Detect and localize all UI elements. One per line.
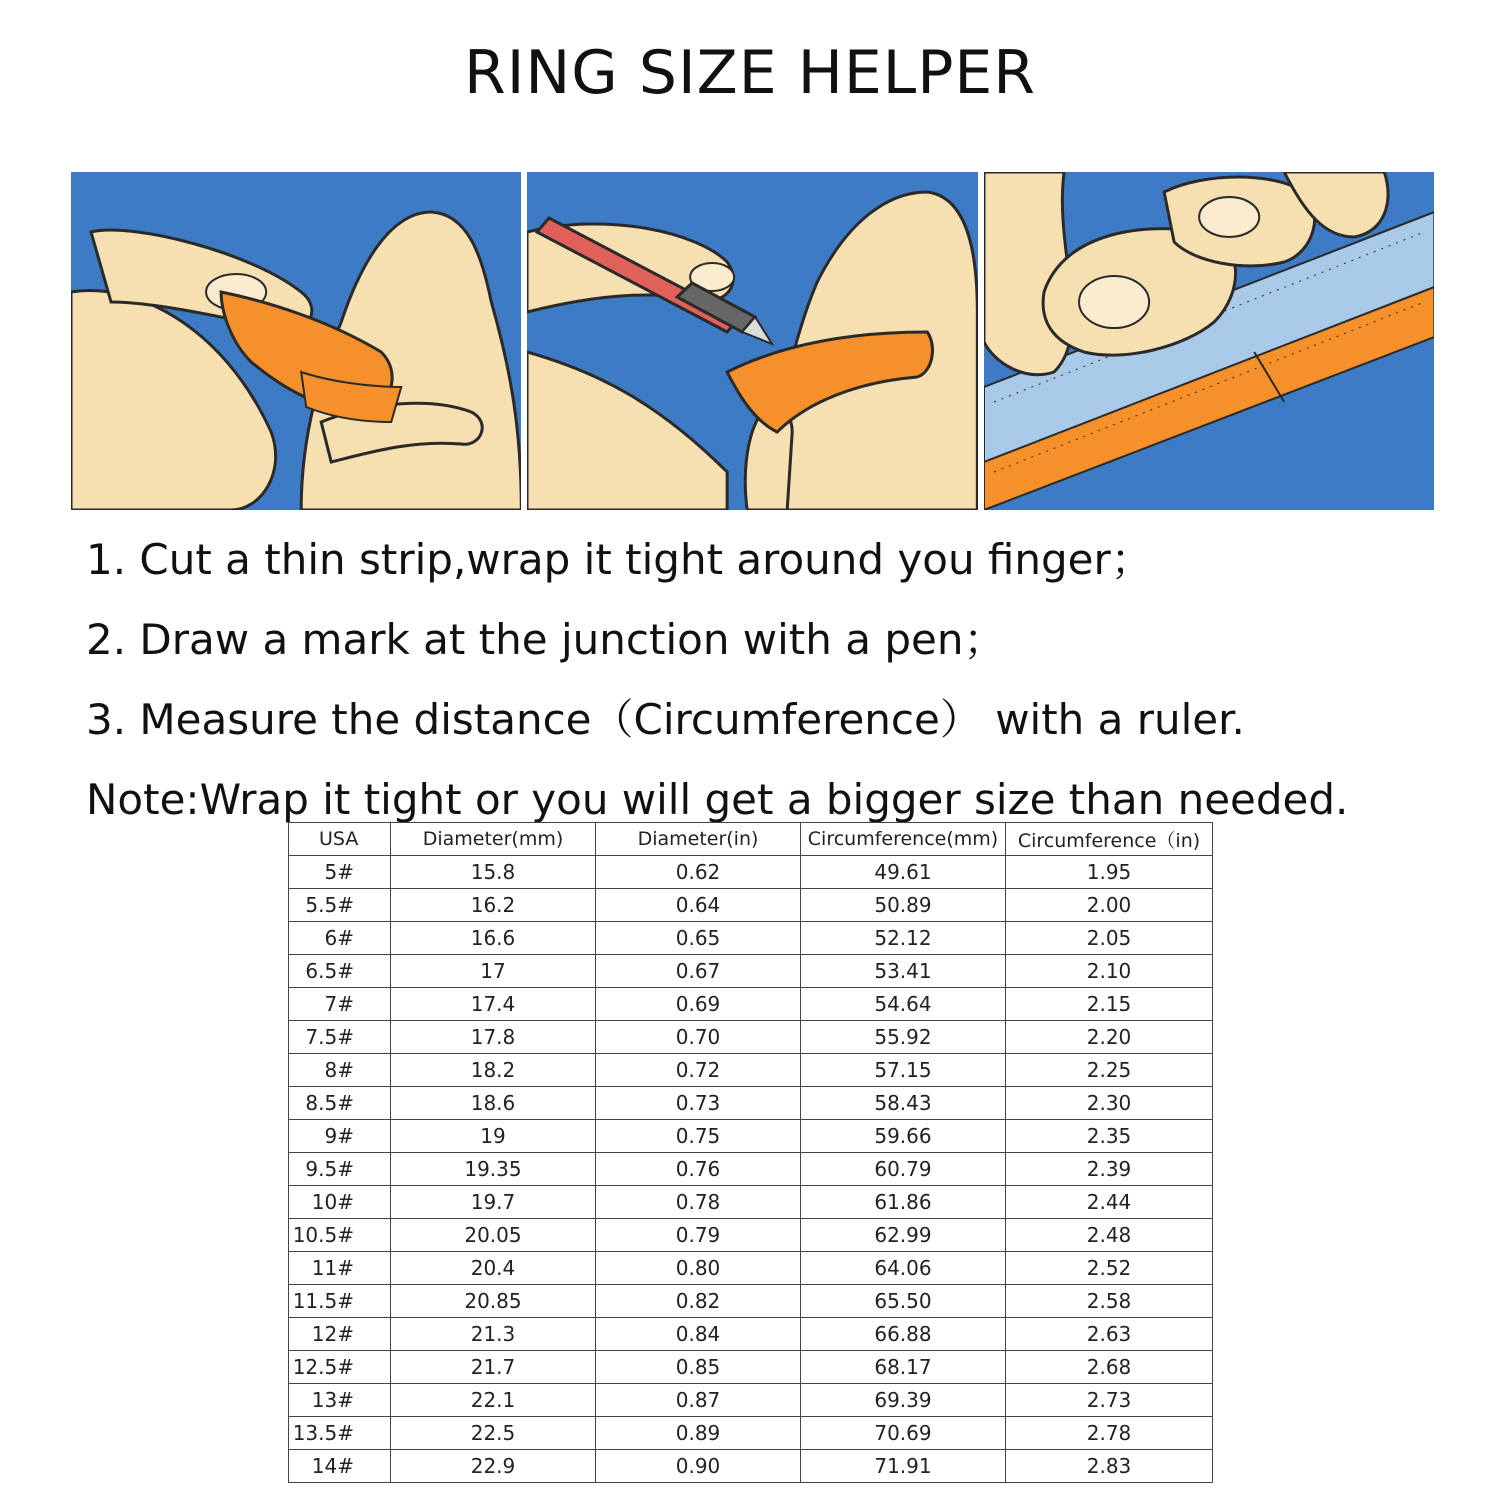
table-row: [289, 1021, 1213, 1054]
header-usa: USA: [289, 823, 391, 856]
cell-diameter-mm: 20.85: [391, 1285, 596, 1318]
header-circumference-mm: Circumference(mm): [801, 823, 1006, 856]
cell-diameter-in: 0.80: [596, 1252, 801, 1285]
cell-diameter-in: 0.78: [596, 1186, 801, 1219]
cell-diameter-mm: 20.4: [391, 1252, 596, 1285]
table-row: [289, 1384, 1213, 1417]
table-row: [289, 1186, 1213, 1219]
table-row: [289, 1450, 1213, 1483]
table-row: [289, 1285, 1213, 1318]
cell-usa: 7.5#: [289, 1021, 391, 1054]
cell-usa: 13.5#: [289, 1417, 391, 1450]
cell-diameter-in: 0.73: [596, 1087, 801, 1120]
step-1-text: 1. Cut a thin strip,wrap it tight around you finger；: [86, 535, 1153, 584]
cell-diameter-mm: 17.8: [391, 1021, 596, 1054]
cell-circumference-in: 2.58: [1006, 1285, 1213, 1318]
cell-diameter-mm: 17.4: [391, 988, 596, 1021]
cell-circumference-mm: 66.88: [801, 1318, 1006, 1351]
cell-diameter-mm: 19.7: [391, 1186, 596, 1219]
cell-circumference-in: 2.73: [1006, 1384, 1213, 1417]
cell-diameter-in: 0.64: [596, 889, 801, 922]
cell-circumference-mm: 59.66: [801, 1120, 1006, 1153]
table-row: [289, 1219, 1213, 1252]
cell-circumference-mm: 62.99: [801, 1219, 1006, 1252]
cell-diameter-in: 0.89: [596, 1417, 801, 1450]
table-row: [289, 856, 1213, 889]
cell-diameter-mm: 18.6: [391, 1087, 596, 1120]
cell-diameter-in: 0.82: [596, 1285, 801, 1318]
cell-diameter-mm: 17: [391, 955, 596, 988]
cell-diameter-mm: 22.5: [391, 1417, 596, 1450]
cell-circumference-mm: 54.64: [801, 988, 1006, 1021]
cell-circumference-mm: 65.50: [801, 1285, 1006, 1318]
table-row: [289, 1318, 1213, 1351]
cell-usa: 9.5#: [289, 1153, 391, 1186]
cell-diameter-in: 0.87: [596, 1384, 801, 1417]
header-circumference-in: Circumference（in): [1006, 823, 1213, 856]
cell-circumference-in: 2.63: [1006, 1318, 1213, 1351]
cell-circumference-in: 2.15: [1006, 988, 1213, 1021]
cell-diameter-mm: 16.6: [391, 922, 596, 955]
cell-usa: 10.5#: [289, 1219, 391, 1252]
cell-diameter-in: 0.79: [596, 1219, 801, 1252]
cell-diameter-mm: 19.35: [391, 1153, 596, 1186]
table-row: [289, 955, 1213, 988]
cell-usa: 8#: [289, 1054, 391, 1087]
table-body: [289, 856, 1213, 1483]
cell-usa: 8.5#: [289, 1087, 391, 1120]
cell-circumference-in: 2.25: [1006, 1054, 1213, 1087]
step1-illustration: [71, 172, 521, 510]
cell-circumference-in: 2.30: [1006, 1087, 1213, 1120]
cell-usa: 14#: [289, 1450, 391, 1483]
ring-size-table-container: [288, 822, 1212, 1483]
cell-diameter-in: 0.85: [596, 1351, 801, 1384]
cell-diameter-mm: 20.05: [391, 1219, 596, 1252]
table-row: [289, 1417, 1213, 1450]
cell-circumference-in: 2.48: [1006, 1219, 1213, 1252]
cell-diameter-mm: 21.3: [391, 1318, 596, 1351]
hand-marking-strip-icon: [527, 172, 977, 510]
table-header-row: [289, 823, 1213, 856]
cell-circumference-in: 2.05: [1006, 922, 1213, 955]
cell-circumference-mm: 68.17: [801, 1351, 1006, 1384]
cell-usa: 6#: [289, 922, 391, 955]
cell-circumference-mm: 49.61: [801, 856, 1006, 889]
table-row: [289, 1054, 1213, 1087]
step2-illustration: [527, 172, 977, 510]
cell-diameter-in: 0.62: [596, 856, 801, 889]
cell-circumference-mm: 55.92: [801, 1021, 1006, 1054]
cell-diameter-mm: 19: [391, 1120, 596, 1153]
table-row: [289, 922, 1213, 955]
cell-circumference-mm: 53.41: [801, 955, 1006, 988]
cell-usa: 5.5#: [289, 889, 391, 922]
header-diameter-mm: Diameter(mm): [391, 823, 596, 856]
instructions: [86, 520, 1466, 840]
cell-circumference-mm: 52.12: [801, 922, 1006, 955]
table-row: [289, 889, 1213, 922]
step-2-text: 2. Draw a mark at the junction with a pen；: [86, 615, 1006, 664]
cell-circumference-mm: 57.15: [801, 1054, 1006, 1087]
table-row: [289, 1351, 1213, 1384]
table-row: [289, 1120, 1213, 1153]
table-row: [289, 1087, 1213, 1120]
note-text: Note:Wrap it tight or you will get a bigger size than needed.: [86, 775, 1349, 824]
cell-circumference-in: 2.83: [1006, 1450, 1213, 1483]
cell-diameter-mm: 22.9: [391, 1450, 596, 1483]
illustration-strip: [71, 172, 1434, 510]
cell-diameter-in: 0.76: [596, 1153, 801, 1186]
cell-usa: 6.5#: [289, 955, 391, 988]
cell-usa: 11.5#: [289, 1285, 391, 1318]
cell-circumference-mm: 70.69: [801, 1417, 1006, 1450]
cell-circumference-mm: 50.89: [801, 889, 1006, 922]
cell-usa: 10#: [289, 1186, 391, 1219]
cell-diameter-in: 0.69: [596, 988, 801, 1021]
step3-illustration: [984, 172, 1434, 510]
cell-circumference-mm: 71.91: [801, 1450, 1006, 1483]
header-diameter-in: Diameter(in): [596, 823, 801, 856]
cell-usa: 13#: [289, 1384, 391, 1417]
cell-usa: 12.5#: [289, 1351, 391, 1384]
table-row: [289, 988, 1213, 1021]
cell-circumference-in: 2.20: [1006, 1021, 1213, 1054]
cell-circumference-in: 2.35: [1006, 1120, 1213, 1153]
cell-circumference-in: 2.39: [1006, 1153, 1213, 1186]
table-row: [289, 1252, 1213, 1285]
cell-diameter-in: 0.67: [596, 955, 801, 988]
cell-usa: 5#: [289, 856, 391, 889]
cell-circumference-in: 2.10: [1006, 955, 1213, 988]
cell-diameter-mm: 21.7: [391, 1351, 596, 1384]
cell-circumference-mm: 64.06: [801, 1252, 1006, 1285]
cell-circumference-in: 2.68: [1006, 1351, 1213, 1384]
cell-usa: 9#: [289, 1120, 391, 1153]
cell-diameter-mm: 15.8: [391, 856, 596, 889]
cell-diameter-in: 0.75: [596, 1120, 801, 1153]
cell-circumference-in: 2.78: [1006, 1417, 1213, 1450]
cell-usa: 7#: [289, 988, 391, 1021]
cell-circumference-mm: 69.39: [801, 1384, 1006, 1417]
cell-diameter-in: 0.70: [596, 1021, 801, 1054]
cell-circumference-mm: 60.79: [801, 1153, 1006, 1186]
table-row: [289, 1153, 1213, 1186]
cell-diameter-in: 0.65: [596, 922, 801, 955]
cell-diameter-in: 0.72: [596, 1054, 801, 1087]
cell-diameter-mm: 16.2: [391, 889, 596, 922]
step-3-text: 3. Measure the distance（Circumference） with a ruler.: [86, 695, 1245, 744]
cell-diameter-mm: 22.1: [391, 1384, 596, 1417]
cell-diameter-in: 0.84: [596, 1318, 801, 1351]
page-title: RING SIZE HELPER: [464, 38, 1036, 108]
cell-diameter-mm: 18.2: [391, 1054, 596, 1087]
cell-usa: 12#: [289, 1318, 391, 1351]
cell-diameter-in: 0.90: [596, 1450, 801, 1483]
cell-circumference-mm: 61.86: [801, 1186, 1006, 1219]
ring-size-table: [288, 822, 1213, 1483]
cell-circumference-in: 1.95: [1006, 856, 1213, 889]
hand-wrapping-strip-icon: [71, 172, 521, 510]
cell-circumference-in: 2.52: [1006, 1252, 1213, 1285]
cell-circumference-mm: 58.43: [801, 1087, 1006, 1120]
cell-circumference-in: 2.00: [1006, 889, 1213, 922]
ruler-measuring-strip-icon: [984, 172, 1434, 510]
cell-circumference-in: 2.44: [1006, 1186, 1213, 1219]
cell-usa: 11#: [289, 1252, 391, 1285]
